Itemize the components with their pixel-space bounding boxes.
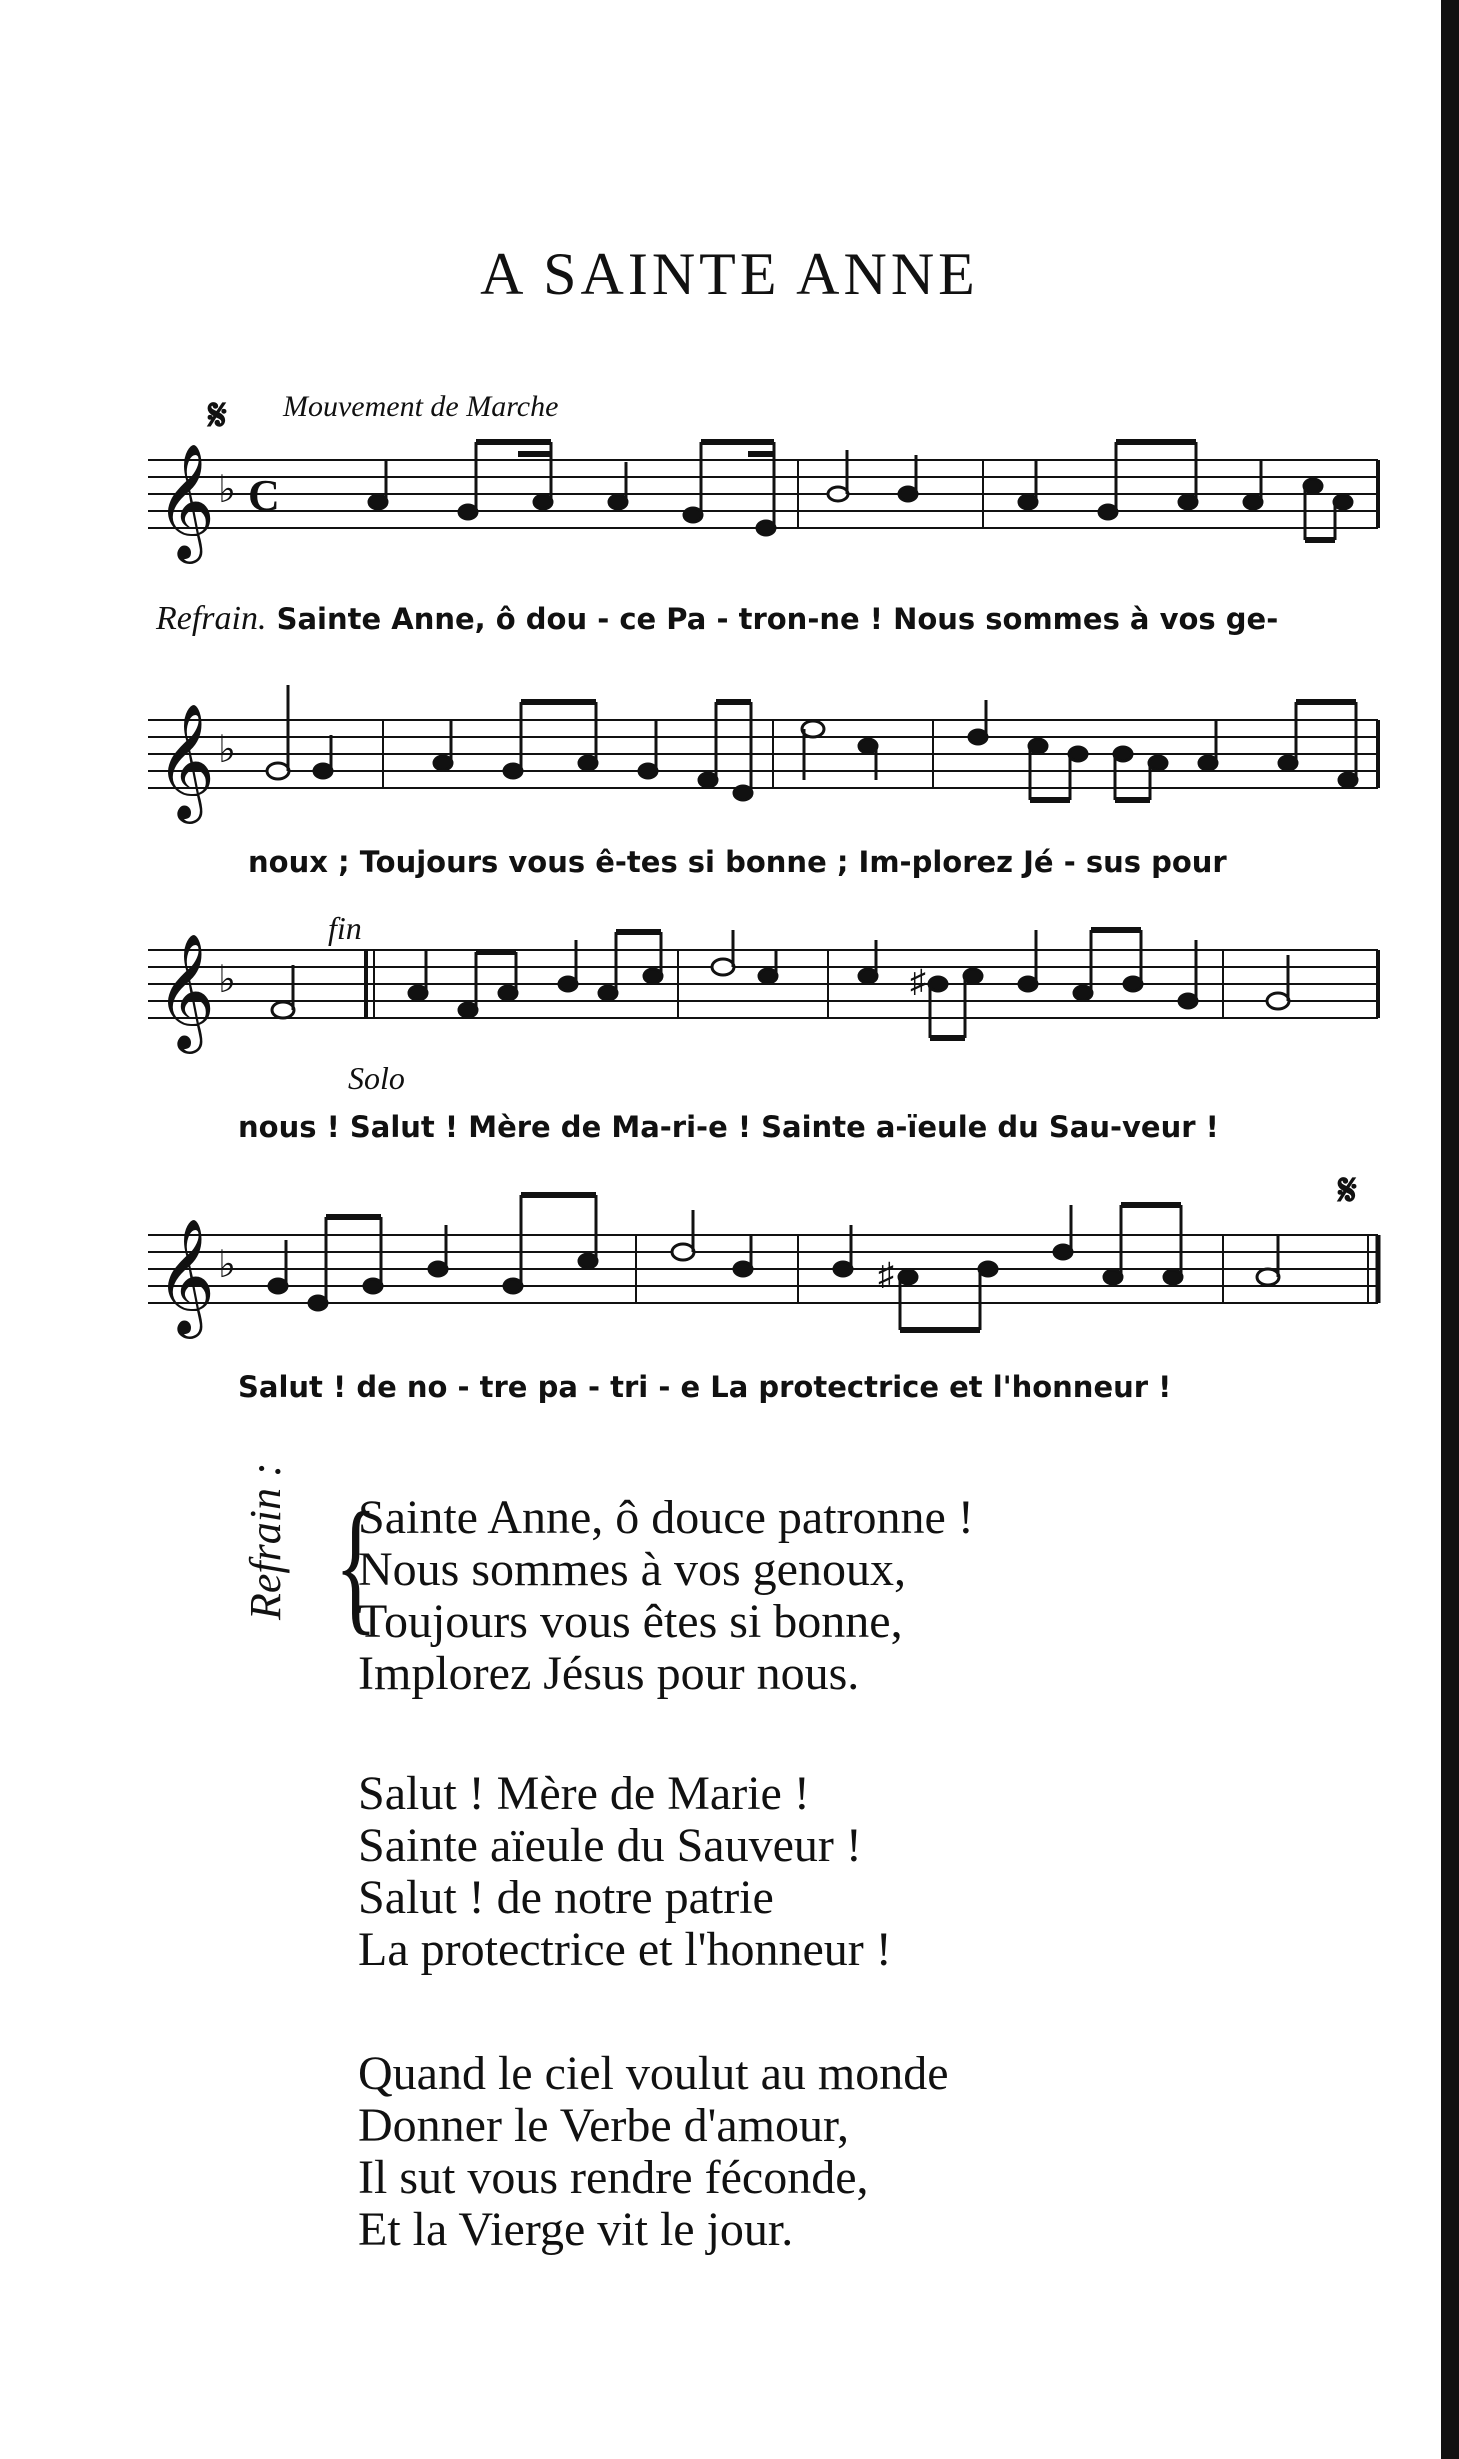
verse-line: Sainte Anne, ô douce patronne !	[358, 1491, 974, 1544]
staff-1	[148, 390, 1388, 590]
svg-text:♯: ♯	[878, 1256, 894, 1292]
tempo-marking: Mouvement de Marche	[283, 390, 559, 423]
verse-line: Et la Vierge vit le jour.	[358, 2203, 794, 2256]
music-system-2	[148, 680, 1388, 910]
segno-end-icon: 𝄋	[1338, 1166, 1357, 1215]
verse-line: Il sut vous rendre féconde,	[358, 2151, 869, 2204]
svg-text:𝄞: 𝄞	[156, 1217, 216, 1334]
svg-text:𝄞: 𝄞	[156, 932, 216, 1049]
page-edge	[1441, 0, 1459, 2459]
svg-text:♭: ♭	[218, 1244, 236, 1286]
verse-line: Donner le Verbe d'amour,	[358, 2099, 850, 2152]
segno-icon: 𝄋	[208, 391, 227, 440]
music-system-3	[148, 910, 1388, 1160]
lyric-line-1	[156, 600, 1278, 638]
refrain-stanza	[358, 1492, 974, 1700]
svg-text:C: C	[248, 471, 280, 520]
fin-mark: fin	[328, 910, 362, 946]
verse-line: Quand le ciel voulut au monde	[358, 2047, 949, 2100]
refrain-side-label: Refrain :	[241, 1462, 290, 1620]
lyric-text-1: Sainte Anne, ô dou - ce Pa - tron-ne ! Nous sommes à vos ge-	[276, 602, 1279, 636]
verse-line: Toujours vous êtes si bonne,	[358, 1595, 903, 1648]
verse-line: La protectrice et l'honneur !	[358, 1923, 892, 1976]
lyric-line-2: noux ; Toujours vous ê-tes si bonne ; Im-plorez Jé - sus pour	[248, 845, 1227, 879]
verse-line: Nous sommes à vos genoux,	[358, 1543, 906, 1596]
svg-text:♭: ♭	[218, 729, 236, 771]
lyric-line-4: Salut ! de no - tre pa - tri - e La protectrice et l'honneur !	[238, 1370, 1172, 1404]
page-title: A SAINTE ANNE	[480, 241, 979, 307]
stanza-2	[358, 2048, 949, 2256]
solo-mark: Solo	[348, 1060, 405, 1096]
brace-icon: {	[334, 1482, 378, 1648]
music-system-4	[148, 1165, 1388, 1425]
verse-line: Salut ! de notre patrie	[358, 1871, 774, 1924]
svg-text:𝄞: 𝄞	[156, 442, 216, 559]
lyric-line-3: nous ! Salut ! Mère de Ma-ri-e ! Sainte a-ïeule du Sau-veur !	[238, 1110, 1219, 1144]
svg-text:♭: ♭	[218, 469, 236, 511]
stanza-1	[358, 1768, 892, 1976]
staff-3	[148, 910, 1388, 1100]
refrain-mark: Refrain.	[156, 600, 267, 637]
verse-line: Sainte aïeule du Sauveur !	[358, 1819, 862, 1872]
svg-text:♭: ♭	[218, 959, 236, 1001]
music-system-1	[148, 390, 1388, 650]
staff-4	[148, 1165, 1388, 1365]
verse-line: Salut ! Mère de Marie !	[358, 1767, 810, 1820]
svg-text:𝄞: 𝄞	[156, 702, 216, 819]
verse-line: Implorez Jésus pour nous.	[358, 1647, 860, 1700]
staff-2	[148, 680, 1388, 860]
svg-text:♯: ♯	[910, 963, 926, 999]
